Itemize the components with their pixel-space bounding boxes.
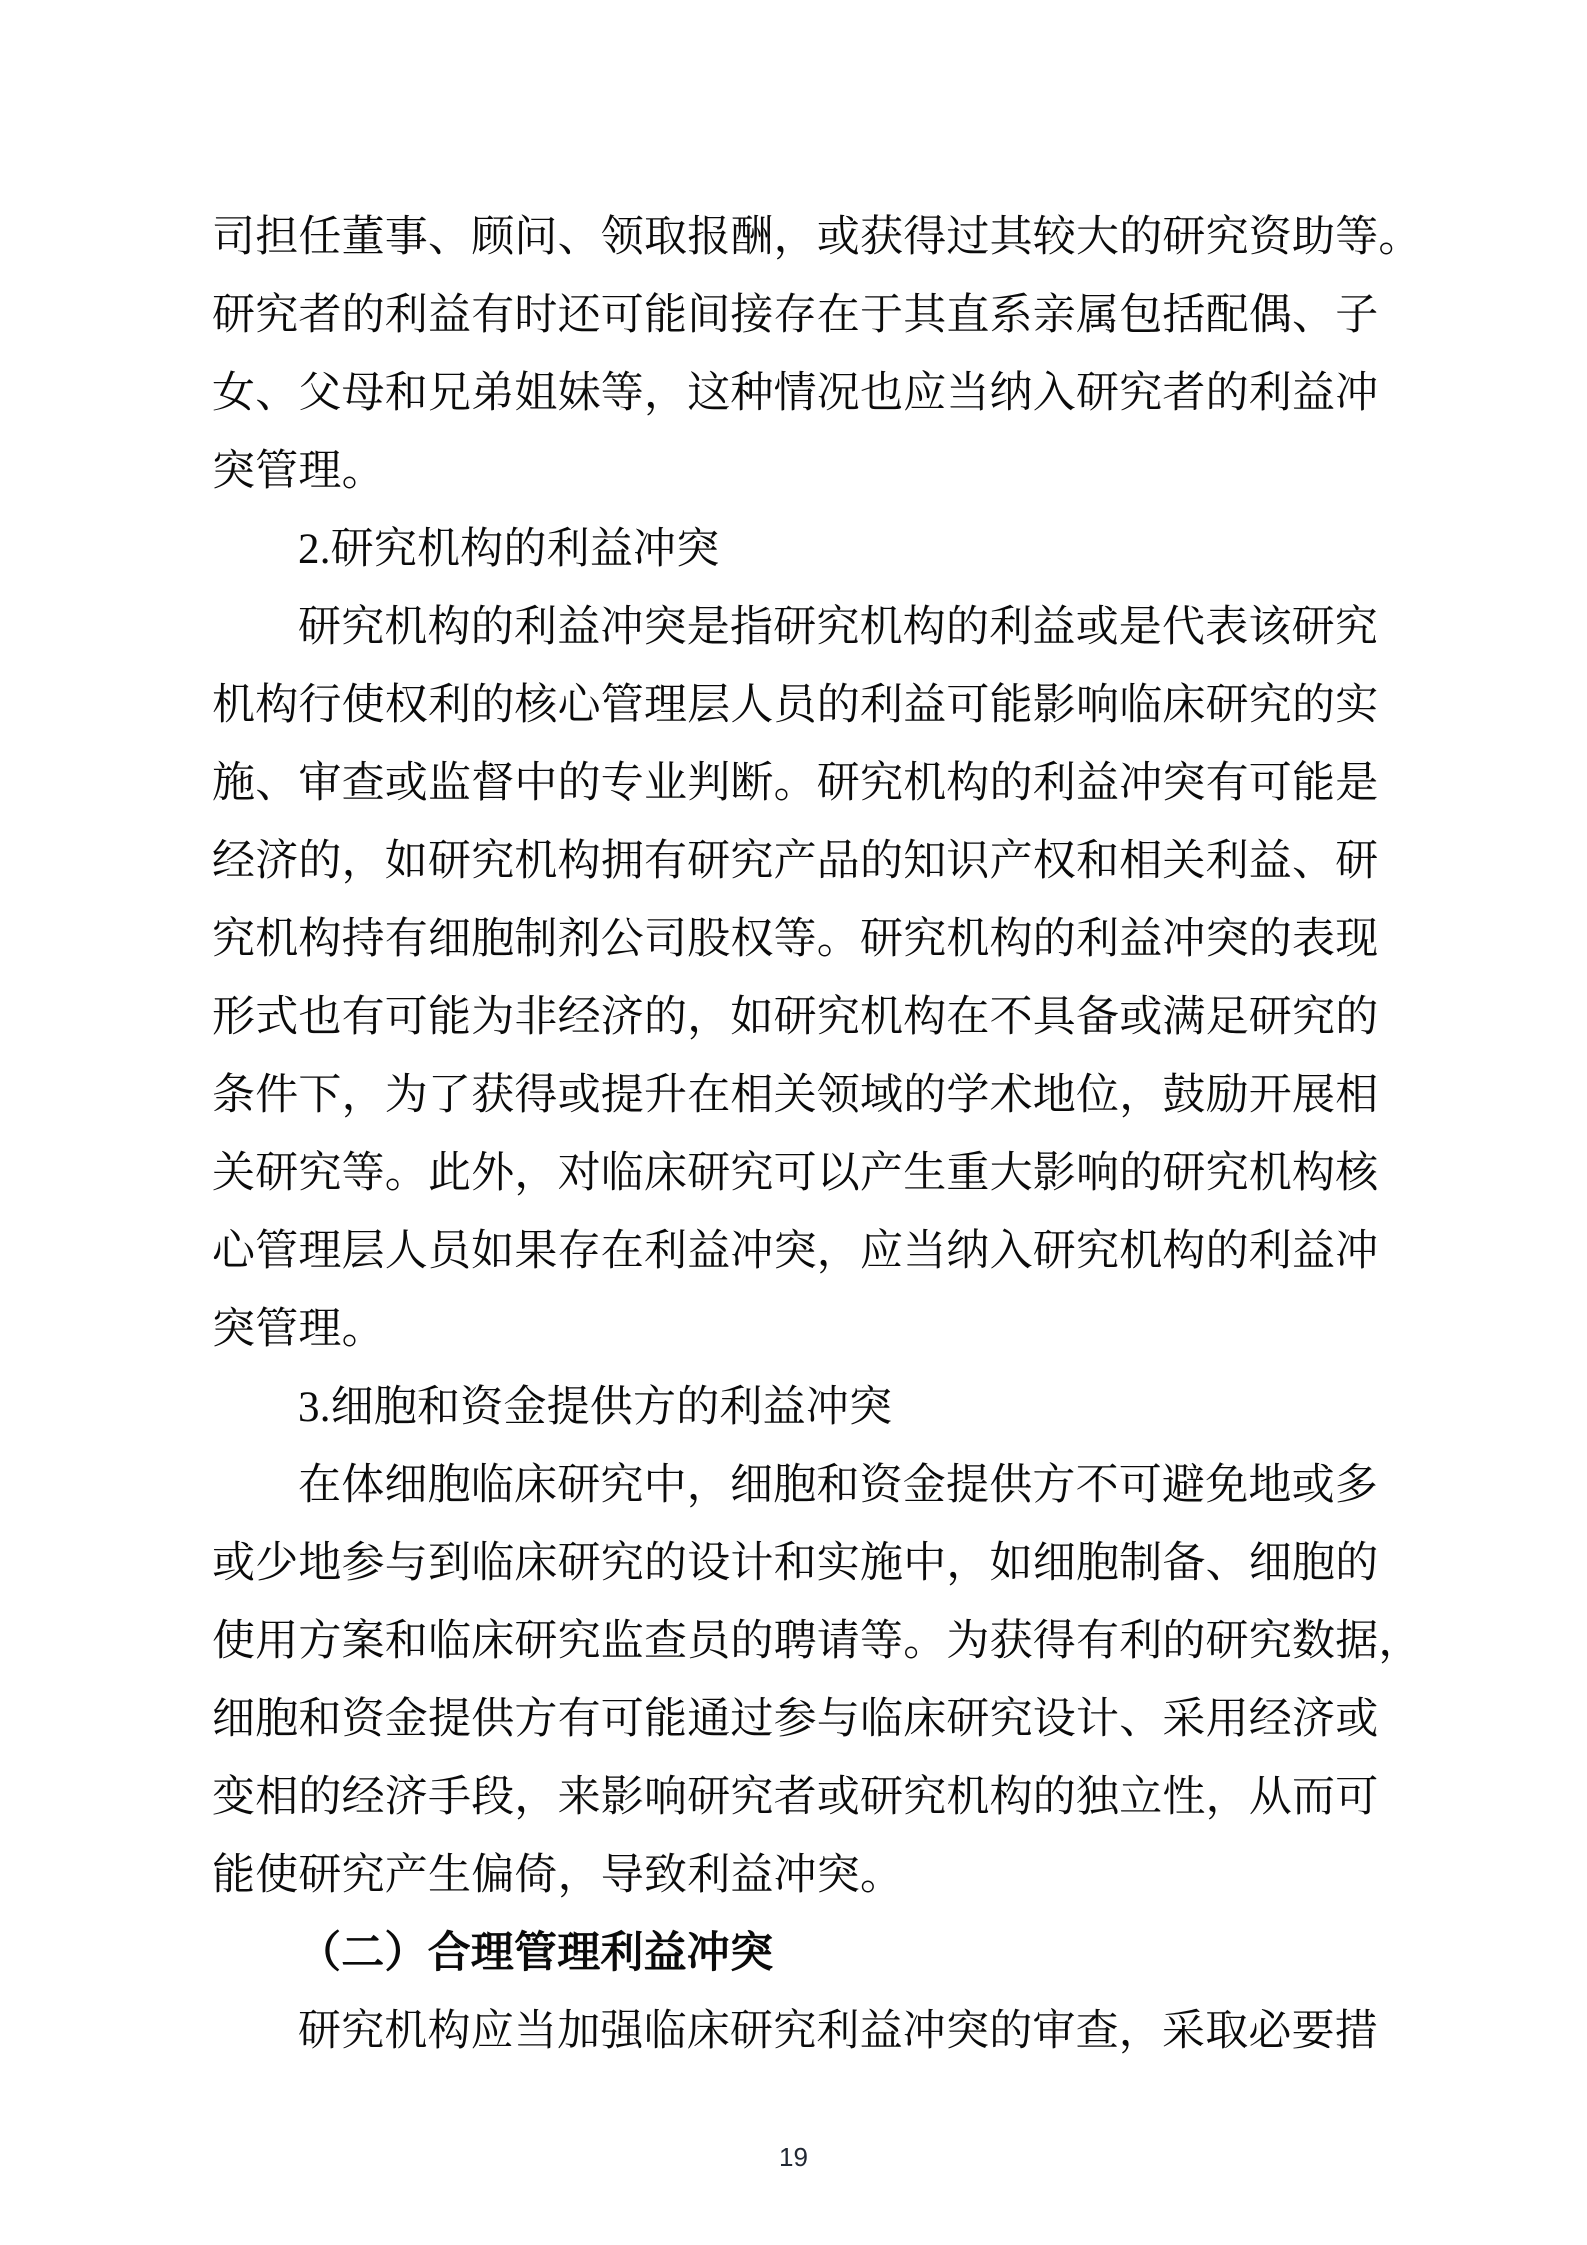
text-line: 突管理。 bbox=[212, 448, 385, 495]
text-line: 研究者的利益有时还可能间接存在于其直系亲属包括配偶、子 bbox=[212, 292, 1379, 339]
text-line: 研究机构的利益冲突是指研究机构的利益或是代表该研究 bbox=[298, 604, 1378, 651]
text-line: 或少地参与到临床研究的设计和实施中，如细胞制备、细胞的 bbox=[212, 1540, 1379, 1587]
text-line: 关研究等。此外，对临床研究可以产生重大影响的研究机构核 bbox=[212, 1150, 1379, 1197]
text-line: 司担任董事、顾问、领取报酬，或获得过其较大的研究资助等。 bbox=[212, 214, 1422, 261]
body-text bbox=[212, 199, 1422, 2071]
text-line: 施、审查或监督中的专业判断。研究机构的利益冲突有可能是 bbox=[212, 760, 1379, 807]
text-line: 变相的经济手段，来影响研究者或研究机构的独立性，从而可 bbox=[212, 1774, 1379, 1821]
text-line: 在体细胞临床研究中，细胞和资金提供方不可避免地或多 bbox=[298, 1462, 1378, 1509]
text-line: 3.细胞和资金提供方的利益冲突 bbox=[298, 1384, 893, 1431]
section-heading-line: （二）合理管理利益冲突 bbox=[298, 1930, 774, 1977]
text-line: 使用方案和临床研究监查员的聘请等。为获得有利的研究数据， bbox=[212, 1618, 1422, 1665]
text-line: 究机构持有细胞制剂公司股权等。研究机构的利益冲突的表现 bbox=[212, 916, 1379, 963]
text-line: 女、父母和兄弟姐妹等，这种情况也应当纳入研究者的利益冲 bbox=[212, 370, 1379, 417]
text-line: 细胞和资金提供方有可能通过参与临床研究设计、采用经济或 bbox=[212, 1696, 1379, 1743]
text-line: 形式也有可能为非经济的，如研究机构在不具备或满足研究的 bbox=[212, 994, 1379, 1041]
text-line: 研究机构应当加强临床研究利益冲突的审查，采取必要措 bbox=[298, 2008, 1378, 2055]
text-line: 2.研究机构的利益冲突 bbox=[298, 526, 720, 573]
text-line: 经济的，如研究机构拥有研究产品的知识产权和相关利益、研 bbox=[212, 838, 1379, 885]
page-number: 19 bbox=[779, 2142, 808, 2172]
page-footer bbox=[0, 2142, 1587, 2173]
text-line: 能使研究产生偏倚，导致利益冲突。 bbox=[212, 1852, 904, 1899]
text-line: 心管理层人员如果存在利益冲突，应当纳入研究机构的利益冲 bbox=[212, 1228, 1379, 1275]
text-line: 突管理。 bbox=[212, 1306, 385, 1353]
text-line: 机构行使权利的核心管理层人员的利益可能影响临床研究的实 bbox=[212, 682, 1379, 729]
text-line: 条件下，为了获得或提升在相关领域的学术地位，鼓励开展相 bbox=[212, 1072, 1379, 1119]
